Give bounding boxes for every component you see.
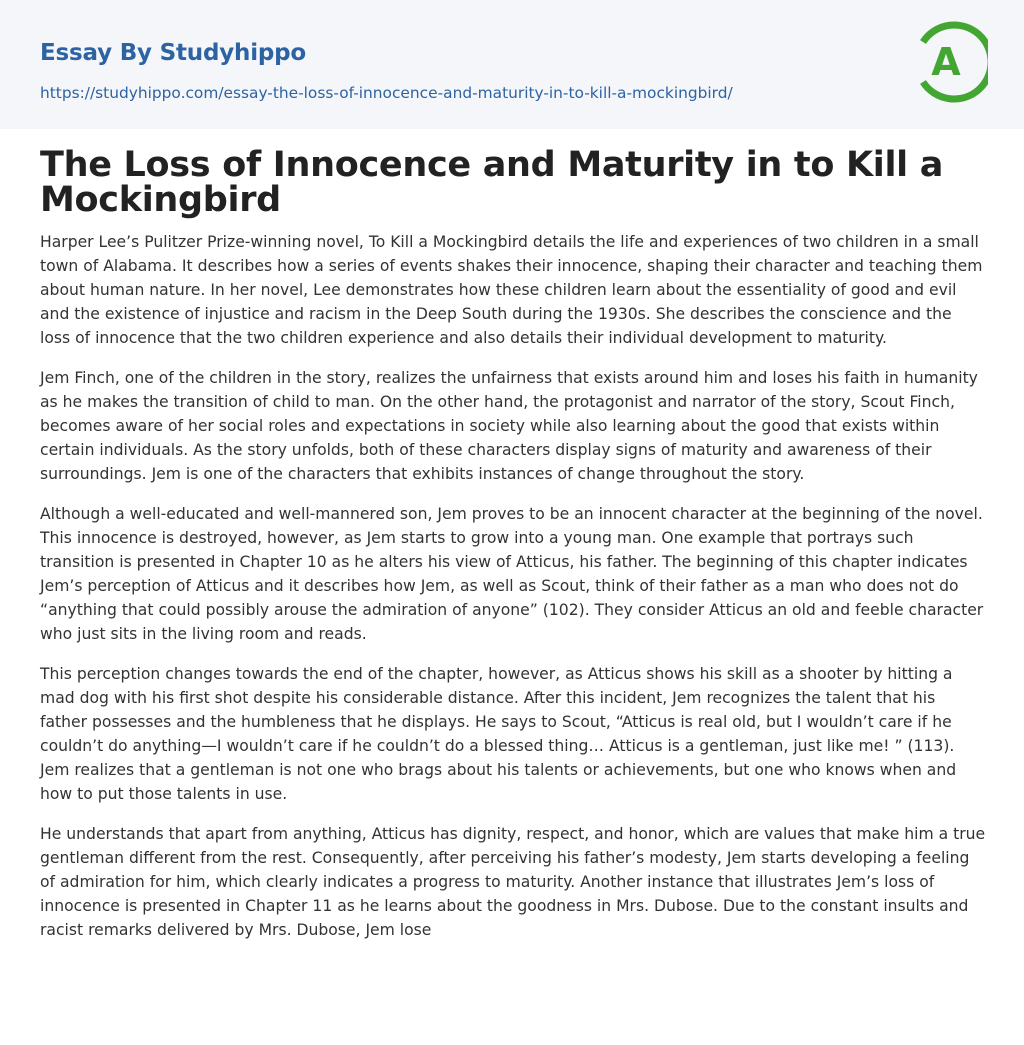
site-header [0, 0, 1024, 129]
essay-paragraph-1: Harper Lee’s Pulitzer Prize-winning novel, To Kill a Mockingbird details the life and experiences of two children in a small town of Alabama. It describes how a series of events shakes their innocence, shaping their character and teaching them about human nature. In her novel, Lee demonstrates how these children learn about the essentiality of good and evil and the existence of injustice and racism in the Deep South during the 1930s. She describes the conscience and the loss of innocence that the two children experience and also details their individual development to maturity. [40, 233, 983, 347]
essay-paragraph-2: Jem Finch, one of the children in the story, realizes the unfairness that exists around him and loses his faith in humanity as he makes the transition of child to man. On the other hand, the protagonist and narrator of the story, Scout Finch, becomes aware of her social roles and expectations in society while also learning about the good that exists within certain individuals. As the story unfolds, both of these characters display signs of maturity and awareness of their surroundings. Jem is one of the characters that exhibits instances of change throughout the story. [40, 369, 978, 483]
site-brand[interactable]: Essay By Studyhippo [40, 40, 307, 66]
essay-paragraph-4: This perception changes towards the end of the chapter, however, as Atticus shows his skill as a shooter by hitting a mad dog with his first shot despite his considerable distance. After this incident, Jem recognizes the talent that his father possesses and the humbleness that he displays. He says to Scout, “Atticus is real old, but I wouldn’t care if he couldn’t do anything—I wouldn’t care if he couldn’t do a blessed thing… Atticus is a gentleman, just like me! ” (113). Jem realizes that a gentleman is not one who brags about his talents or achievements, but one who knows when and how to put those talents in use. [40, 665, 957, 803]
essay-title: The Loss of Innocence and Maturity in to Kill a Mockingbird [40, 145, 944, 220]
essay-content [40, 145, 986, 958]
essay-paragraph-5: He understands that apart from anything, Atticus has dignity, respect, and honor, which are values that make him a true gentleman different from the rest. Consequently, after perceiving his father’s modesty, Jem starts developing a feeling of admiration for him, which clearly indicates a progress to maturity. Another instance that illustrates Jem’s loss of innocence is presented in Chapter 11 as he learns about the goodness in Mrs. Dubose. Due to the constant insults and racist remarks delivered by Mrs. Dubose, Jem lose [40, 825, 986, 939]
essay-paragraph-3: Although a well-educated and well-mannered son, Jem proves to be an innocent character at the beginning of the novel. This innocence is destroyed, however, as Jem starts to grow into a young man. One example that portrays such transition is presented in Chapter 10 as he alters his view of Atticus, his father. The beginning of this chapter indicates Jem’s perception of Atticus and it describes how Jem, as well as Scout, think of their father as a man who does not do “anything that could possibly arouse the admiration of anyone” (102). They consider Atticus an old and feeble character who just sits in the living room and reads. [40, 505, 984, 643]
essay-url-link[interactable]: https://studyhippo.com/essay-the-loss-of-innocence-and-maturity-in-to-kill-a-mockingbird/ [40, 84, 733, 102]
studyhippo-a-logo-icon[interactable] [910, 18, 988, 106]
logo-letter: A [931, 40, 961, 84]
